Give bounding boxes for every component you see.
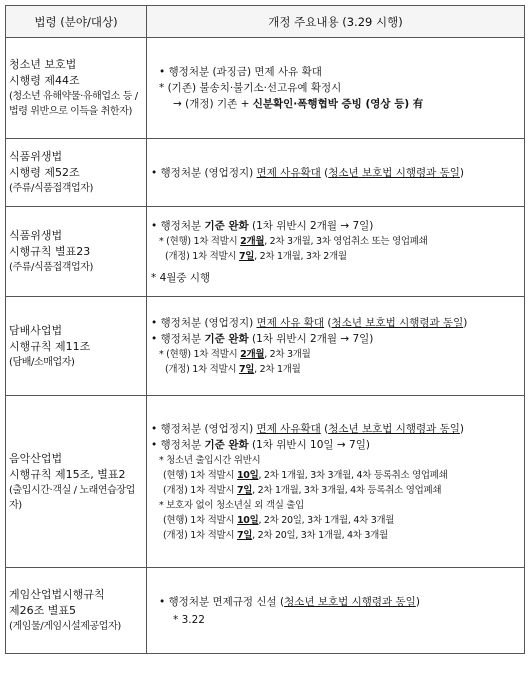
note: * (현행) 1차 적발시 2개월, 2차 3개월, 3차 영업취소 또는 영업폐쇄 [159, 235, 428, 247]
content-cell [147, 568, 525, 654]
law-cell [6, 396, 147, 568]
law-cell [6, 297, 147, 396]
bullet: • 행정처분 면제규정 신설 (청소년 보호법 시행령과 동일) [159, 595, 420, 608]
header-content: 개정 주요내용 (3.29 시행) [147, 6, 525, 38]
law-name: 음악산업법 [9, 451, 63, 465]
law-article: 시행령 제44조 [9, 74, 80, 87]
table-header-row [6, 6, 525, 38]
note: * (기존) 불송치·불기소·선고유예 확정시 [159, 82, 342, 94]
law-target: (주류/식품접객업자) [9, 262, 94, 273]
law-article: 시행규칙 별표23 [9, 245, 91, 258]
note: (개정) 1차 적발시 7일, 2차 1개월, 3차 3개월, 4차 등록취소 영업폐쇄 [163, 484, 442, 496]
law-cell [6, 139, 147, 207]
content-cell [147, 207, 525, 297]
content-cell [147, 297, 525, 396]
note: (개정) 1차 적발시 7일, 2차 1개월, 3차 2개월 [165, 250, 347, 262]
law-target: (출입시간·객실 / 노래연습장업자) [9, 484, 135, 511]
note: * 3.22 [173, 613, 205, 626]
bullet: • 행정처분 기준 완화 (1차 위반시 10일 → 7일) [151, 438, 370, 451]
law-target: (담배/소매업자) [9, 356, 75, 368]
bullet: • 행정처분 (영업정지) 면제 사유 확대 (청소년 보호법 시행령과 동일) [151, 317, 468, 329]
law-name: 식품위생법 [9, 150, 63, 163]
law-cell [6, 207, 147, 297]
law-name: 청소년 보호법 [9, 58, 77, 71]
law-cell [6, 38, 147, 139]
law-name: 식품위생법 [9, 229, 63, 242]
law-target: (청소년 유해약물·유해업소 등 /법령 위반으로 이득을 취한자) [9, 91, 138, 117]
law-article: 시행령 제52조 [9, 166, 80, 179]
law-name: 담배사업법 [9, 323, 63, 337]
header-law: 법령 (분야/대상) [6, 6, 147, 38]
note: * 4월중 시행 [151, 271, 211, 284]
note: * 청소년 출입시간 위반시 [159, 454, 261, 466]
bullet: • 행정처분 기준 완화 (1차 위반시 2개월 → 7일) [151, 333, 374, 345]
table-row [6, 207, 525, 297]
law-cell [6, 568, 147, 654]
bullet: • 행정처분 (과징금) 면제 사유 확대 [159, 66, 322, 78]
note: → (개정) 기존 + 신분확인·폭행협박 증빙 (영상 등) 有 [173, 98, 424, 110]
note: (개정) 1차 적발시 7일, 2차 20일, 3차 1개월, 4차 3개월 [163, 529, 388, 541]
law-target: (게임물/게임시설제공업자) [9, 621, 121, 632]
law-name: 게임산업법시행규칙 [9, 588, 105, 601]
content-cell [147, 38, 525, 139]
table-row [6, 297, 525, 396]
bullet: • 행정처분 (영업정지) 면제 사유확대 (청소년 보호법 시행령과 동일) [151, 422, 465, 435]
regulation-table [5, 5, 525, 654]
content-cell [147, 139, 525, 207]
table-row [6, 38, 525, 139]
table-row [6, 568, 525, 654]
note: (개정) 1차 적발시 7일, 2차 1개월 [165, 364, 301, 375]
note: * 보호자 없이 청소년실 외 객실 출입 [159, 499, 305, 511]
note: (현행) 1차 적발시 10일, 2차 20일, 3차 1개월, 4차 3개월 [163, 514, 395, 526]
bullet: • 행정처분 기준 완화 (1차 위반시 2개월 → 7일) [151, 219, 374, 232]
note: (현행) 1차 적발시 10일, 2차 1개월, 3차 3개월, 4차 등록취소 영업폐쇄 [163, 469, 448, 481]
law-article: 시행규칙 제15조, 별표2 [9, 467, 126, 481]
table-row [6, 396, 525, 568]
note: * (현행) 1차 적발시 2개월, 2차 3개월 [159, 349, 311, 360]
bullet: • 행정처분 (영업정지) 면제 사유확대 (청소년 보호법 시행령과 동일) [151, 166, 465, 179]
law-article: 시행규칙 제11조 [9, 339, 91, 353]
content-cell [147, 396, 525, 568]
table-row [6, 139, 525, 207]
law-target: (주류/식품접객업자) [9, 183, 94, 194]
law-article: 제26조 별표5 [9, 604, 76, 617]
